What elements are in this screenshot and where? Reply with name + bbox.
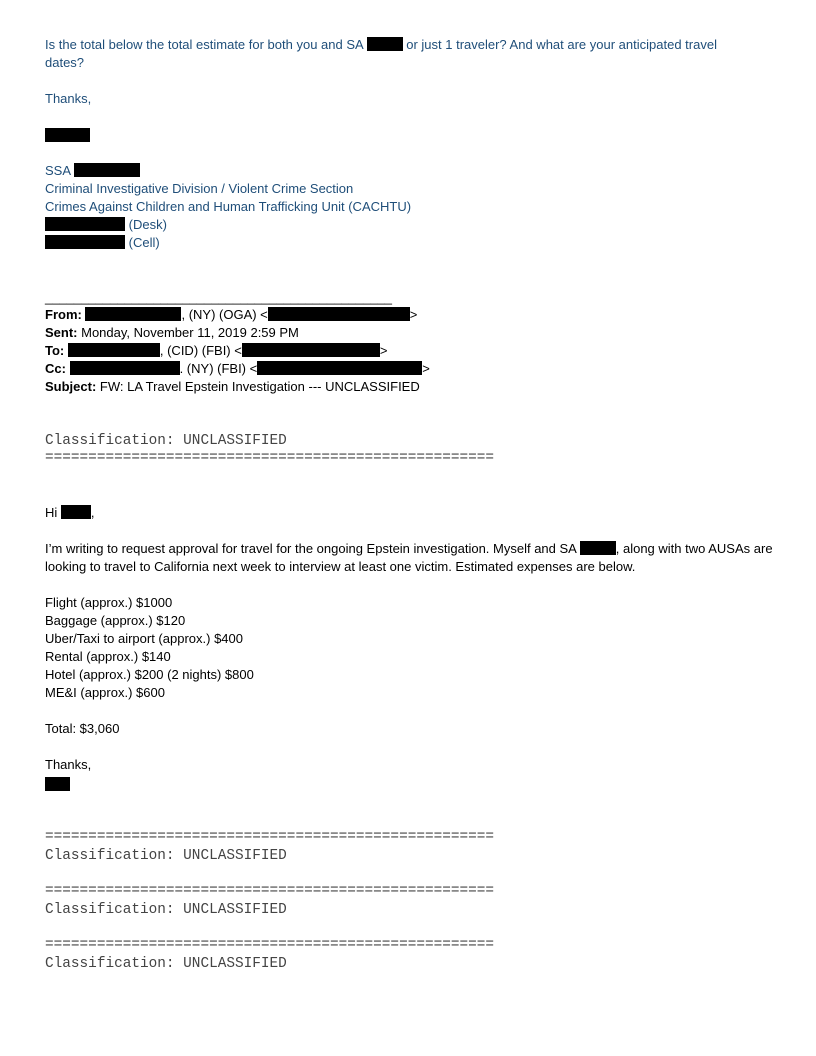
greeting-end: , (90, 505, 95, 520)
header-to-end: > (379, 343, 388, 358)
classification-rule: ==================================================== (45, 450, 495, 466)
expense-item: Flight (approx.) $1000 (45, 595, 173, 610)
header-from (45, 307, 417, 323)
header-to-label: To: (45, 343, 65, 358)
header-subject-value: FW: LA Travel Epstein Investigation --- UNCLASSIFIED (99, 379, 420, 394)
header-subject-label: Subject: (45, 379, 97, 394)
redaction-box (45, 777, 70, 791)
redaction-box (367, 37, 403, 51)
header-cc (45, 361, 430, 377)
signature-desk (45, 217, 167, 233)
header-separator: ________________________________________________ (45, 290, 393, 305)
header-sent (45, 325, 299, 341)
expense-item: Uber/Taxi to airport (approx.) $400 (45, 631, 243, 646)
redaction-box (242, 343, 380, 357)
classification-banner: Classification: UNCLASSIFIED (45, 433, 287, 449)
expense-total: Total: $3,060 (45, 721, 120, 736)
header-to-suffix: , (CID) (FBI) < (159, 343, 242, 358)
reply-text-before: Is the total below the total estimate for both you and SA (45, 37, 363, 52)
signature-title-prefix: SSA (45, 163, 71, 178)
redaction-box (68, 343, 160, 357)
header-sent-label: Sent: (45, 325, 78, 340)
redaction-box (580, 541, 616, 555)
greeting-text: Hi (45, 505, 58, 520)
message-thanks: Thanks, (45, 757, 92, 772)
redaction-box (268, 307, 410, 321)
classification-banner: Classification: UNCLASSIFIED (45, 902, 287, 918)
header-cc-suffix: . (NY) (FBI) < (179, 361, 258, 376)
classification-rule: ==================================================== (45, 883, 495, 899)
reply-thanks: Thanks, (45, 91, 92, 106)
header-from-label: From: (45, 307, 82, 322)
header-from-suffix: , (NY) (OGA) < (181, 307, 268, 322)
reply-text-after: or just 1 traveler? And what are your anticipated travel (406, 37, 717, 52)
classification-banner: Classification: UNCLASSIFIED (45, 848, 287, 864)
signature-unit: Crimes Against Children and Human Trafficking Unit (CACHTU) (45, 199, 412, 214)
expense-item: Baggage (approx.) $120 (45, 613, 186, 628)
redaction-box (45, 128, 90, 142)
signature-title (45, 163, 140, 179)
header-sent-value: Monday, November 11, 2019 2:59 PM (81, 325, 299, 340)
redaction-box (45, 235, 125, 249)
classification-rule: ==================================================== (45, 829, 495, 845)
expense-item: Rental (approx.) $140 (45, 649, 171, 664)
signature-division: Criminal Investigative Division / Violent Crime Section (45, 181, 354, 196)
expense-item: ME&I (approx.) $600 (45, 685, 165, 700)
redaction-box (85, 307, 181, 321)
header-subject (45, 379, 420, 395)
reply-line-2: dates? (45, 55, 85, 70)
redaction-box (257, 361, 422, 375)
redaction-box (61, 505, 91, 519)
message-greeting (45, 505, 95, 521)
redaction-box (45, 217, 125, 231)
reply-line-1 (45, 37, 717, 53)
header-from-end: > (409, 307, 418, 322)
signature-cell (45, 235, 160, 251)
expense-item: Hotel (approx.) $200 (2 nights) $800 (45, 667, 254, 682)
body-text-before: I’m writing to request approval for travel for the ongoing Epstein investigation. Myself and SA (45, 541, 577, 556)
header-cc-end: > (422, 361, 430, 376)
header-to (45, 343, 387, 359)
redaction-box (74, 163, 140, 177)
body-text-after: , along with two AUSAs are looking to travel to California next week to interview at least one victim. Estimated expenses are below. (45, 541, 773, 574)
header-cc-label: Cc: (45, 361, 66, 376)
message-body (45, 540, 775, 576)
classification-rule: ==================================================== (45, 937, 495, 953)
redaction-box (70, 361, 180, 375)
signature-desk-label: (Desk) (128, 217, 167, 232)
signature-cell-label: (Cell) (128, 235, 160, 250)
classification-banner: Classification: UNCLASSIFIED (45, 956, 287, 972)
